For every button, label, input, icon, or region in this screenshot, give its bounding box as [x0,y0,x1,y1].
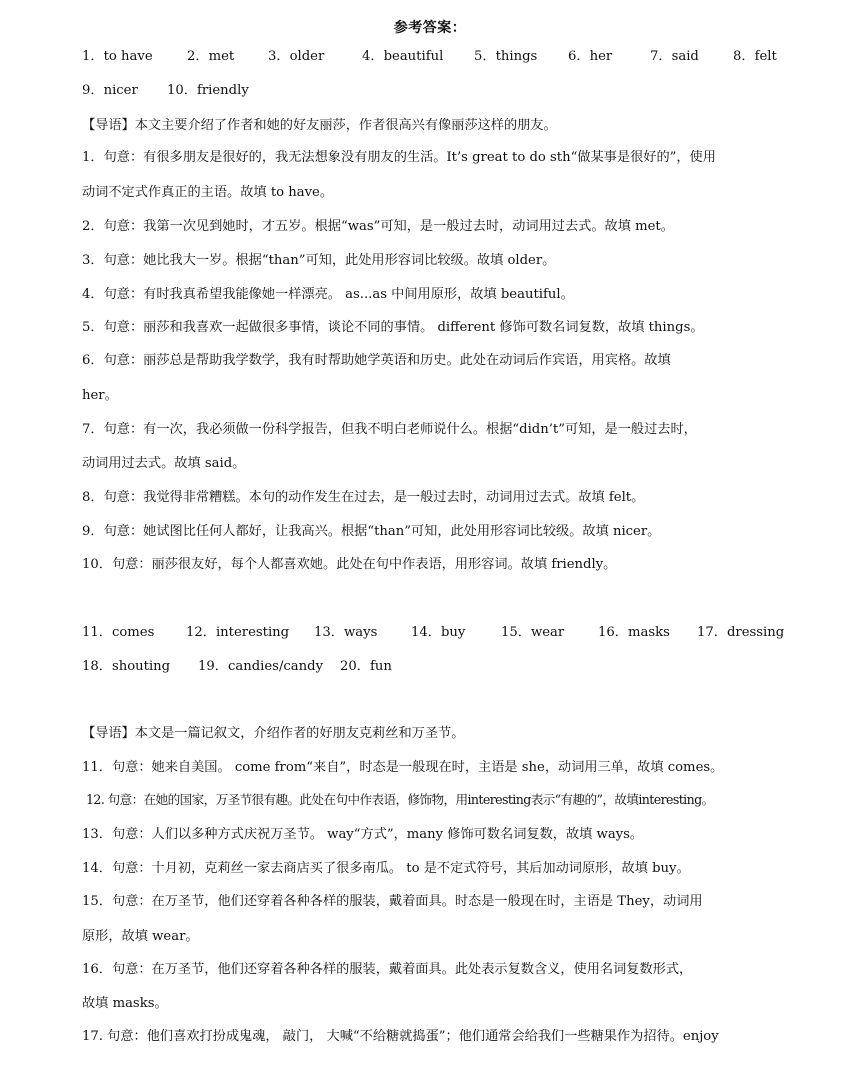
explanation-line: 11．句意：她来自美国。 come from“来自”，时态是一般现在时，主语是 she，动词用三单，故填 comes。 [82,760,724,775]
explanation-line: 6．句意：丽莎总是帮助我学数学，我有时帮助她学英语和历史。此处在动词后作宾语，用宾格。故填 [82,353,671,368]
answer-item: 17．dressing [697,625,785,640]
answer-item: 6．her [568,49,613,64]
explanation-line: 4．句意：有时我真希望我能像她一样漂亮。 as...as 中间用原形，故填 beautiful。 [82,287,574,302]
explanation-line: 15．句意：在万圣节，他们还穿着各种各样的服装，戴着面具。时态是一般现在时，主语是 They，动词用 [82,894,703,909]
answer-item: 5．things [474,49,538,64]
answer-item: 9．nicer [82,83,138,98]
answer-item: 10．friendly [167,83,249,98]
answer-item: 7．said [650,49,699,64]
answer-item: 8．felt [733,49,777,64]
answer-item: 12．interesting [186,625,290,640]
explanation-line: 10．句意：丽莎很友好，每个人都喜欢她。此处在句中作表语，用形容词。故填 friendly。 [82,557,617,572]
explanation-line: 7．句意：有一次，我必须做一份科学报告，但我不明白老师说什么。根据“didn’t”可知，是一般过去时， [82,422,697,437]
explanation-line: 动词不定式作真正的主语。故填 to have。 [82,185,334,200]
explanation-line: 1．句意：有很多朋友是很好的，我无法想象没有朋友的生活。It’s great to do sth“做某事是很好的”，使用 [82,150,716,165]
explanation-line: 动词用过去式。故填 said。 [82,456,246,471]
explanation-line: 13．句意：人们以多种方式庆祝万圣节。 way“方式”，many 修饰可数名词复数，故填 ways。 [82,827,644,842]
explanation-line: her。 [82,388,118,403]
explanation-line: 5．句意：丽莎和我喜欢一起做很多事情，谈论不同的事情。 different 修饰可数名词复数，故填 things。 [82,320,704,335]
explanation-line: 8．句意：我觉得非常糟糕。本句的动作发生在过去，是一般过去时，动词用过去式。故填 felt。 [82,490,645,505]
answer-item: 19．candies/candy [198,659,324,674]
answers-row-4 [0,655,860,675]
answer-item: 20．fun [340,659,392,674]
explanation-line: 12. 句意：在她的国家，万圣节很有趣。此处在句中作表语，修饰物，用interesting表示“有趣的”，故填interesting。 [86,792,714,807]
answer-item: 18．shouting [82,659,171,674]
answers-row-2 [0,79,860,99]
answers-row-3 [0,621,860,641]
answer-item: 15．wear [501,625,565,640]
page-title: 参考答案： [393,20,467,36]
answer-item: 4．beautiful [362,49,444,64]
answer-item: 11．comes [82,625,155,640]
explanation-line: 3．句意：她比我大一岁。根据“than”可知，此处用形容词比较级。故填 older。 [82,253,556,268]
explanation-line: 故填 masks。 [82,996,168,1011]
answer-item: 1．to have [82,49,153,64]
guide-paragraph: 【导语】本文是一篇记叙文，介绍作者的好朋友克莉丝和万圣节。 [82,726,465,741]
explanation-line: 14．句意：十月初，克莉丝一家去商店买了很多南瓜。 to 是不定式符号，其后加动词原形，故填 buy。 [82,861,690,876]
answer-item: 13．ways [314,625,378,640]
answer-item: 14．buy [411,625,466,640]
answer-item: 2．met [187,49,235,64]
explanation-line: 9．句意：她试图比任何人都好，让我高兴。根据“than”可知，此处用形容词比较级。故填 nicer。 [82,524,661,539]
explanation-line: 2．句意：我第一次见到她时，才五岁。根据“was”可知，是一般过去时，动词用过去式。故填 met。 [82,219,674,234]
answer-item: 3．older [268,49,325,64]
explanation-line: 原形，故填 wear。 [82,929,199,944]
answer-item: 16．masks [598,625,670,640]
explanation-line: 17. 句意：他们喜欢打扮成鬼魂， 敲门， 大喊“不给糖就捣蛋”；他们通常会给我们一些糖果作为招待。enjoy [82,1029,719,1044]
guide-paragraph: 【导语】本文主要介绍了作者和她的好友丽莎，作者很高兴有像丽莎这样的朋友。 [82,118,557,133]
answers-row-1 [0,45,860,65]
explanation-line: 16．句意：在万圣节，他们还穿着各种各样的服装，戴着面具。此处表示复数含义，使用名词复数形式， [82,962,693,977]
